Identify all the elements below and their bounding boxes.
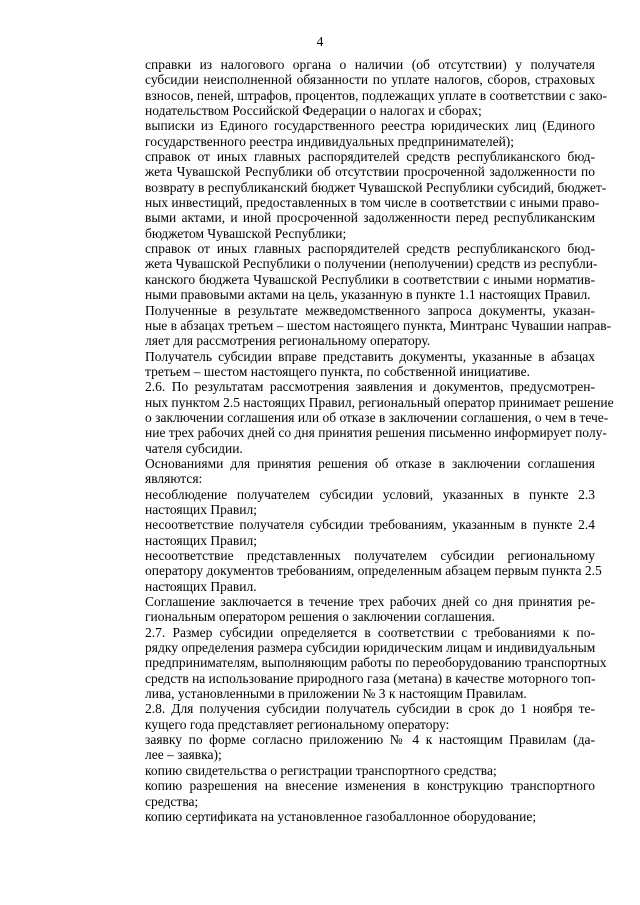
text-line: копию свидетельства о регистрации транспортного средства;: [145, 762, 497, 778]
text-line: ные в абзацах третьем – шестом настоящего пункта, Минтранс Чувашии направ-: [145, 317, 612, 333]
paragraph: [118, 778, 595, 809]
text-line: государственного реестра индивидуальных предпринимателей);: [145, 133, 515, 149]
text-line: гиональным оператором решения о заключении соглашения.: [145, 609, 495, 625]
text-line: третьем – шестом настоящего пункта, по собственной инициативе.: [145, 363, 530, 379]
text-line: предпринимателям, выполняющим работы по переоборудованию транспортных: [145, 655, 607, 671]
paragraph: [118, 517, 595, 548]
paragraph: [118, 118, 595, 149]
page-number: 4: [316, 34, 324, 49]
text-line: несоответствие представленных получателем субсидии региональному: [145, 548, 595, 563]
paragraph: [118, 732, 595, 763]
text-line: жета Чувашской Республики о получении (неполучении) средств из республи-: [145, 256, 598, 272]
text-line: копию разрешения на внесение изменения в конструкцию транспортного: [145, 778, 595, 794]
paragraph: [118, 763, 595, 778]
text-line: лее – заявка);: [145, 747, 222, 763]
text-line: чателя субсидии.: [145, 440, 243, 456]
text-line: несоблюдение получателем субсидии условий, указанных в пункте 2.3: [145, 486, 595, 502]
text-line: настоящих Правил;: [145, 501, 257, 517]
paragraph: [118, 487, 595, 518]
paragraph: [118, 809, 595, 824]
paragraph: [118, 594, 595, 625]
text-line: возврату в республиканский бюджет Чувашской Республики субсидий, бюджет-: [145, 179, 607, 195]
text-line: лива, установленными в приложении № 3 к настоящим Правилам.: [145, 686, 527, 702]
paragraph: [118, 57, 607, 119]
paragraph: [118, 548, 602, 594]
text-line: справки из налогового органа о наличии (об отсутствии) у получателя: [145, 57, 595, 72]
text-line: настоящих Правил;: [145, 532, 257, 548]
text-line: бюджетом Чувашской Республики;: [145, 225, 347, 241]
text-line: справок от иных главных распорядителей средств республиканского бюд-: [145, 149, 595, 165]
text-line: Соглашение заключается в течение трех рабочих дней со дня принятия ре-: [145, 594, 595, 610]
text-line: оператору документов требованиям, определенным абзацем первым пункта 2.5: [145, 563, 602, 579]
text-line: ние трех рабочих дней со дня принятия решения письменно информирует полу-: [145, 425, 607, 441]
text-line: выми актами, и иной просроченной задолженности перед республиканским: [145, 210, 595, 226]
text-line: средств на использование природного газа (метана) в качестве моторного топ-: [145, 670, 596, 686]
text-line: взносов, пеней, штрафов, процентов, подлежащих уплате в соответствии с зако-: [145, 87, 607, 103]
text-line: ляет для рассмотрения региональному оператору.: [145, 333, 431, 349]
text-line: о заключении соглашения или об отказе в заключении соглашения, о чем в тече-: [145, 409, 609, 425]
text-line: копию сертификата на установленное газобаллонное оборудование;: [145, 808, 537, 824]
text-line: кущего года представляет региональному оператору:: [145, 716, 450, 732]
paragraph: [118, 302, 612, 349]
text-line: рядку определения размера субсидии юридическим лицам и индивидуальным: [145, 640, 596, 656]
paragraph: [118, 624, 607, 702]
text-line: ных инвестиций, предоставленных в том числе в соответствии с иными право-: [145, 195, 600, 211]
text-line: справок от иных главных распорядителей средств республиканского бюд-: [145, 241, 595, 257]
text-line: Полученные в результате межведомственного запроса документы, указан-: [145, 302, 595, 318]
text-line: нодательством Российской Федерации о налогах и сборах;: [145, 103, 482, 119]
text-line: ными правовыми актами на цель, указанную в пункте 1.1 настоящих Правил.: [145, 287, 591, 303]
paragraph: [118, 379, 614, 456]
text-line: субсидии неисполненной обязанности по уплате налогов, сборов, страховых: [145, 72, 595, 88]
text-line: несоответствие получателя субсидии требованиям, указанным в пункте 2.4: [145, 517, 595, 533]
text-line: ных пунктом 2.5 настоящих Правил, региональный оператор принимает решение: [145, 394, 614, 410]
paragraph: [118, 349, 595, 380]
paragraph: [118, 701, 595, 732]
text-line: заявку по форме согласно приложению № 4 к настоящим Правилам (да-: [145, 732, 595, 748]
text-line: средства;: [145, 793, 199, 809]
text-line: Основаниями для принятия решения об отказе в заключении соглашения: [145, 455, 595, 471]
paragraph: [118, 456, 595, 487]
text-line: настоящих Правил.: [145, 578, 257, 594]
paragraph: [118, 149, 607, 241]
text-line: 2.6. По результатам рассмотрения заявления и документов, предусмотрен-: [145, 379, 595, 395]
text-line: канского бюджета Чувашской Республики в соответствии с иными норматив-: [145, 271, 595, 287]
text-line: 2.8. Для получения субсидии получатель субсидии в срок до 1 ноября те-: [145, 701, 595, 717]
text-line: жета Чувашской Республики об отсутствии просроченной задолженности по: [145, 164, 595, 180]
text-line: являются:: [145, 471, 203, 487]
text-line: выписки из Единого государственного реестра юридических лиц (Единого: [145, 118, 595, 134]
text-line: 2.7. Размер субсидии определяется в соответствии с требованиями к по-: [145, 624, 595, 640]
document-body: [118, 57, 614, 824]
paragraph: [118, 241, 598, 303]
text-line: Получатель субсидии вправе представить документы, указанные в абзацах: [145, 348, 595, 364]
